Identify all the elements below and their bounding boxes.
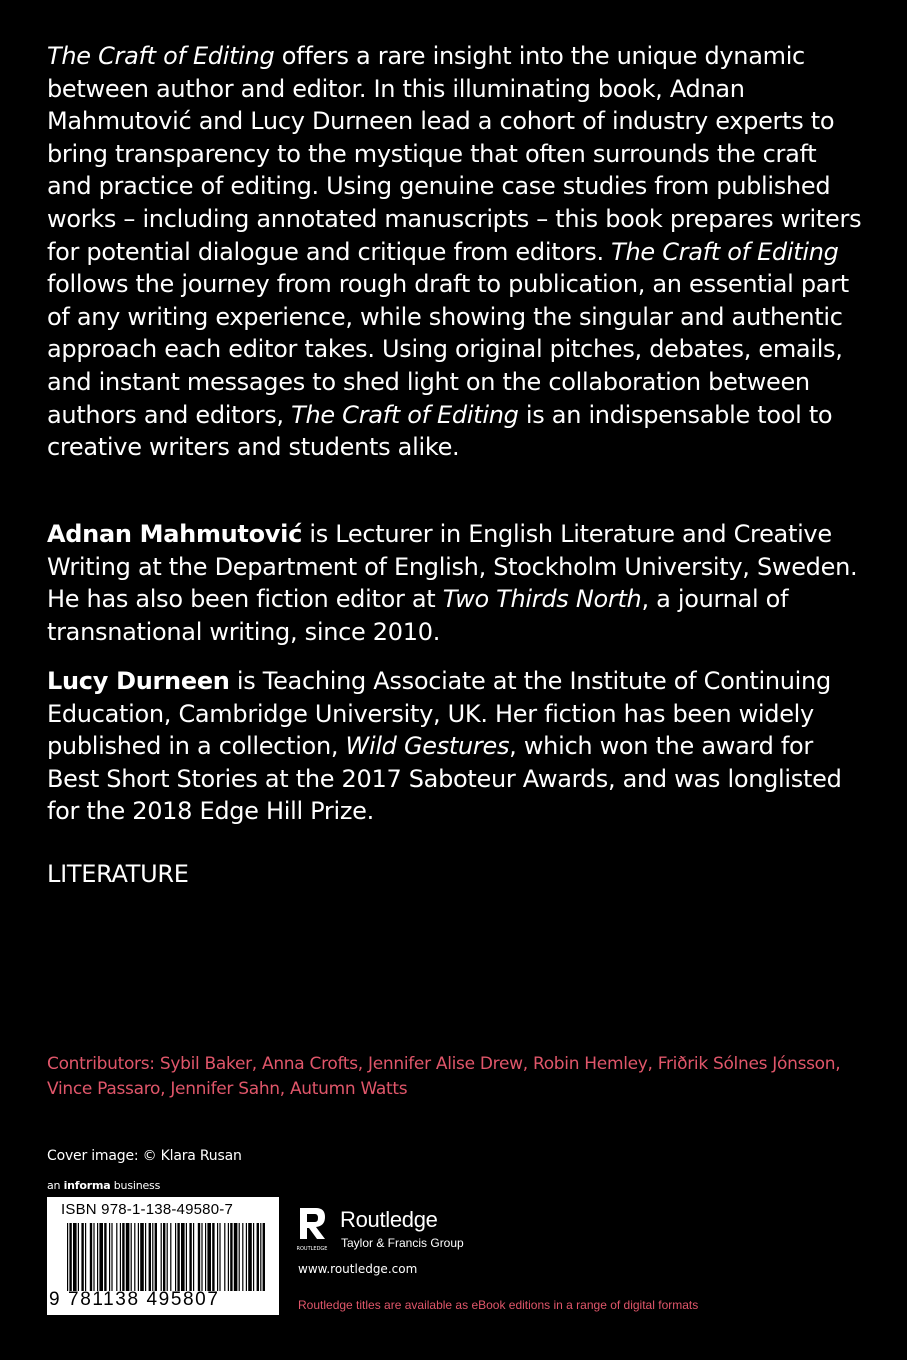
barcode-bar [73,1223,77,1291]
barcode-bar [224,1223,225,1291]
barcode-bar [140,1223,144,1291]
barcode-bar [81,1223,83,1291]
barcode-bar [120,1223,121,1291]
informa-suffix: business [110,1179,161,1192]
bio-text: is Lecturer in English Literature and Creative Writing at the Department of English, Stockholm University, Sweden. He has also been fiction editor at [47,520,858,614]
barcode-bar [228,1223,229,1291]
barcode-bar [217,1223,218,1291]
bio-text: is Teaching Associate at the Institute of Continuing Education, Cambridge University, UK. Her fiction has been widely published in a collection, [47,667,831,761]
description-text: follows the journey from rough draft to publication, an essential part of any writing experience, while showing the singular and authentic approach each editor takes. Using original pitches, debates, emails, and instant messages to shed light on the collaboration between authors and editors, [47,270,849,429]
barcode-bar [167,1223,168,1291]
book-title: The Craft of Editing [291,400,519,429]
routledge-logo-icon [296,1205,328,1255]
barcode-bar [170,1223,171,1291]
routledge-logo-lettering: ROUTLEDGE [296,1246,328,1252]
barcode-bar [260,1223,261,1291]
barcode-bar [242,1223,243,1291]
barcode-bar [126,1223,130,1291]
barcode-bar [246,1223,247,1291]
barcode-bar [239,1223,240,1291]
ebook-availability-note: Routledge titles are available as eBook editions in a range of digital formats [298,1298,699,1312]
barcode-bar [111,1223,112,1291]
barcode-bar [116,1223,117,1291]
book-title: The Craft of Editing [611,237,839,266]
barcode-bar [189,1223,191,1291]
barcode-bar [90,1223,92,1291]
barcode-bar [69,1223,71,1291]
barcode-bar [131,1223,132,1291]
informa-prefix: an [47,1179,64,1192]
publisher-name: Routledge [340,1207,438,1232]
barcode-bar [219,1223,220,1291]
cover-image-credit: Cover image: © Klara Rusan [47,1148,242,1164]
barcode-bar [181,1223,185,1291]
barcode-bar [177,1223,179,1291]
barcode-bar [155,1223,157,1291]
publisher-url: www.routledge.com [298,1262,418,1276]
barcode-bar [253,1223,254,1291]
journal-title: Two Thirds North [442,585,642,614]
barcode-bar [207,1223,211,1291]
informa-business-tag [47,1179,160,1192]
barcode-bar [186,1223,187,1291]
barcode-bar [109,1223,110,1291]
barcode-bar [138,1223,139,1291]
barcode-bar [193,1223,194,1291]
contributors-list: Contributors: Sybil Baker, Anna Crofts, Jennifer Alise Drew, Robin Hemley, Friðrik Sólnes Jónsson, Vince Passaro, Jennifer Sahn, Autumn Watts [47,1054,841,1099]
barcode-bar [230,1223,232,1291]
barcode-bar [97,1223,98,1291]
barcode-bar [149,1223,151,1291]
barcode-bar [78,1223,79,1291]
book-description [47,40,867,464]
collection-title: Wild Gestures [345,732,510,761]
bio-text: , a journal of transnational writing, since 2010. [47,585,789,646]
informa-brand: informa [63,1179,111,1192]
barcode-bar [205,1223,206,1291]
barcode-bar [257,1223,259,1291]
barcode-bar [85,1223,86,1291]
barcode-bar [122,1223,124,1291]
barcode-bar [152,1223,153,1291]
barcode-bar [67,1223,68,1291]
book-title: The Craft of Editing [47,42,275,70]
author-bio-durneen [47,665,867,828]
barcode-bar [104,1223,106,1291]
barcode-bar [263,1223,265,1291]
author-name: Lucy Durneen [47,667,230,695]
bio-text: , which won the award for Best Short Stories at the 2017 Saboteur Awards, and was longlisted for the 2018 Edge Hill Prize. [47,732,842,826]
barcode-bar [163,1223,165,1291]
barcode-bar [175,1223,176,1291]
description-text: is an indispensable tool to creative writers and students alike. [47,400,833,462]
barcode-bar [248,1223,252,1291]
isbn-label: ISBN 978-1-138-49580-7 [61,1201,234,1218]
publisher-group: Taylor & Francis Group [341,1236,464,1250]
author-bio-mahmutovic [47,518,867,648]
subject-category: LITERATURE [47,860,189,888]
ean-digits: 9 781138 495807 [49,1289,220,1310]
description-text: offers a rare insight into the unique dynamic between author and editor. In this illuminating book, Adnan Mahmutović and Lucy Durneen lead a cohort of industry experts to bring transparency to the mystique that often surrounds the craft and practice of editing. Using genuine case studies from published works – including annotated manuscripts – this book prepares writers for potential dialogue and critique from editors. [47,42,862,266]
barcode-bar [99,1223,103,1291]
barcode-bar [198,1223,200,1291]
barcode-bars [67,1223,267,1291]
isbn-barcode [47,1197,279,1315]
barcode-bar [134,1223,135,1291]
barcode-bar [93,1223,94,1291]
barcode-bar [234,1223,238,1291]
barcode-bar [161,1223,162,1291]
author-name: Adnan Mahmutović [47,520,302,548]
barcode-bar [201,1223,202,1291]
barcode-bar [145,1223,146,1291]
barcode-bar [212,1223,214,1291]
